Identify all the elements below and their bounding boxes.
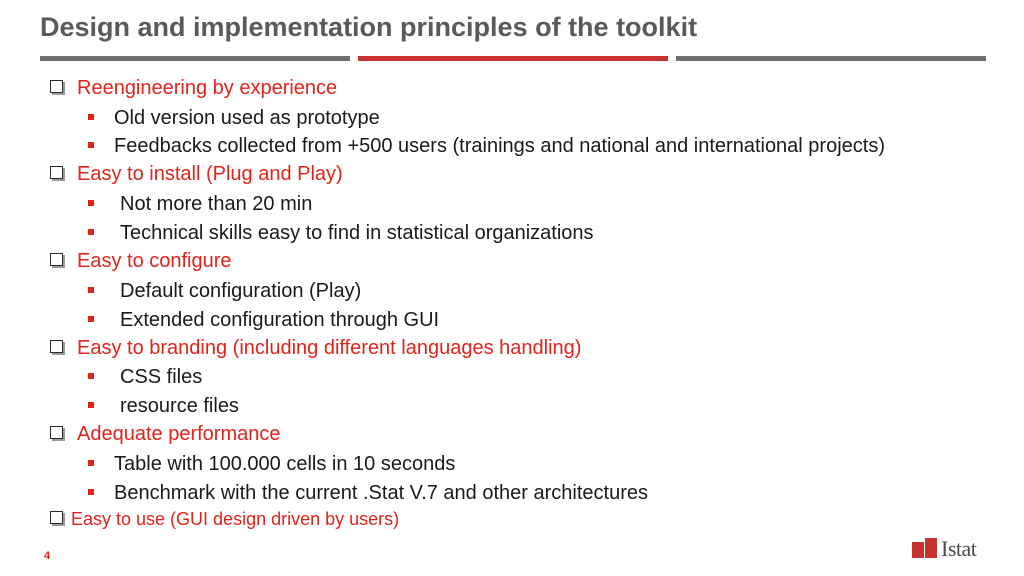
square-bullet-icon bbox=[88, 460, 94, 466]
checkbox-bullet-icon bbox=[50, 340, 63, 353]
square-bullet-icon bbox=[88, 114, 94, 120]
sub-bullet-text: Technical skills easy to find in statistical organizations bbox=[120, 222, 594, 244]
square-bullet-icon bbox=[88, 316, 94, 322]
bullet-item bbox=[50, 510, 399, 528]
bullet-item bbox=[50, 164, 343, 184]
title-rule-center bbox=[358, 56, 668, 61]
bullet-item bbox=[50, 78, 337, 98]
bullet-text: Adequate performance bbox=[77, 423, 281, 445]
sub-bullet-item bbox=[88, 396, 239, 416]
bullet-item bbox=[50, 338, 581, 358]
sub-bullet-item bbox=[88, 483, 648, 503]
square-bullet-icon bbox=[88, 229, 94, 235]
sub-bullet-text: CSS files bbox=[120, 366, 203, 388]
sub-bullet-text: Default configuration (Play) bbox=[120, 280, 362, 302]
sub-bullet-item bbox=[88, 281, 361, 301]
checkbox-bullet-icon bbox=[50, 426, 63, 439]
sub-bullet-text: Not more than 20 min bbox=[120, 193, 313, 215]
page-number: 4 bbox=[44, 550, 51, 562]
sub-bullet-text: Feedbacks collected from +500 users (trainings and national and international projects) bbox=[114, 135, 885, 157]
title-rule-right bbox=[676, 56, 986, 61]
square-bullet-icon bbox=[88, 373, 94, 379]
checkbox-bullet-icon bbox=[50, 166, 63, 179]
bullet-item bbox=[50, 251, 232, 271]
slide-title: Design and implementation principles of the toolkit bbox=[40, 12, 698, 42]
checkbox-bullet-icon bbox=[50, 253, 63, 266]
bullet-text: Reengineering by experience bbox=[77, 77, 338, 99]
logo-mark-icon bbox=[925, 538, 937, 558]
bullet-text: Easy to install (Plug and Play) bbox=[77, 163, 343, 185]
square-bullet-icon bbox=[88, 489, 94, 495]
sub-bullet-item bbox=[88, 194, 312, 214]
logo-text: Istat bbox=[941, 536, 977, 561]
checkbox-bullet-icon bbox=[50, 80, 63, 93]
logo-mark-icon bbox=[912, 542, 924, 558]
bullet-text: Easy to branding (including different languages handling) bbox=[77, 337, 582, 359]
square-bullet-icon bbox=[88, 287, 94, 293]
square-bullet-icon bbox=[88, 402, 94, 408]
bullet-text: Easy to use (GUI design driven by users) bbox=[71, 509, 400, 529]
bullet-text: Easy to configure bbox=[77, 250, 232, 272]
sub-bullet-item bbox=[88, 310, 439, 330]
sub-bullet-item bbox=[88, 454, 455, 474]
sub-bullet-text: Benchmark with the current .Stat V.7 and other architectures bbox=[114, 482, 648, 504]
square-bullet-icon bbox=[88, 200, 94, 206]
sub-bullet-item bbox=[88, 367, 202, 387]
sub-bullet-item bbox=[88, 136, 885, 156]
title-rule-left bbox=[40, 56, 350, 61]
square-bullet-icon bbox=[88, 142, 94, 148]
checkbox-bullet-icon bbox=[50, 511, 63, 524]
sub-bullet-text: resource files bbox=[120, 395, 239, 417]
bullet-item bbox=[50, 424, 280, 444]
sub-bullet-text: Extended configuration through GUI bbox=[120, 309, 440, 331]
sub-bullet-text: Old version used as prototype bbox=[114, 107, 380, 129]
sub-bullet-text: Table with 100.000 cells in 10 seconds bbox=[114, 453, 456, 475]
sub-bullet-item bbox=[88, 108, 380, 128]
sub-bullet-item bbox=[88, 223, 594, 243]
